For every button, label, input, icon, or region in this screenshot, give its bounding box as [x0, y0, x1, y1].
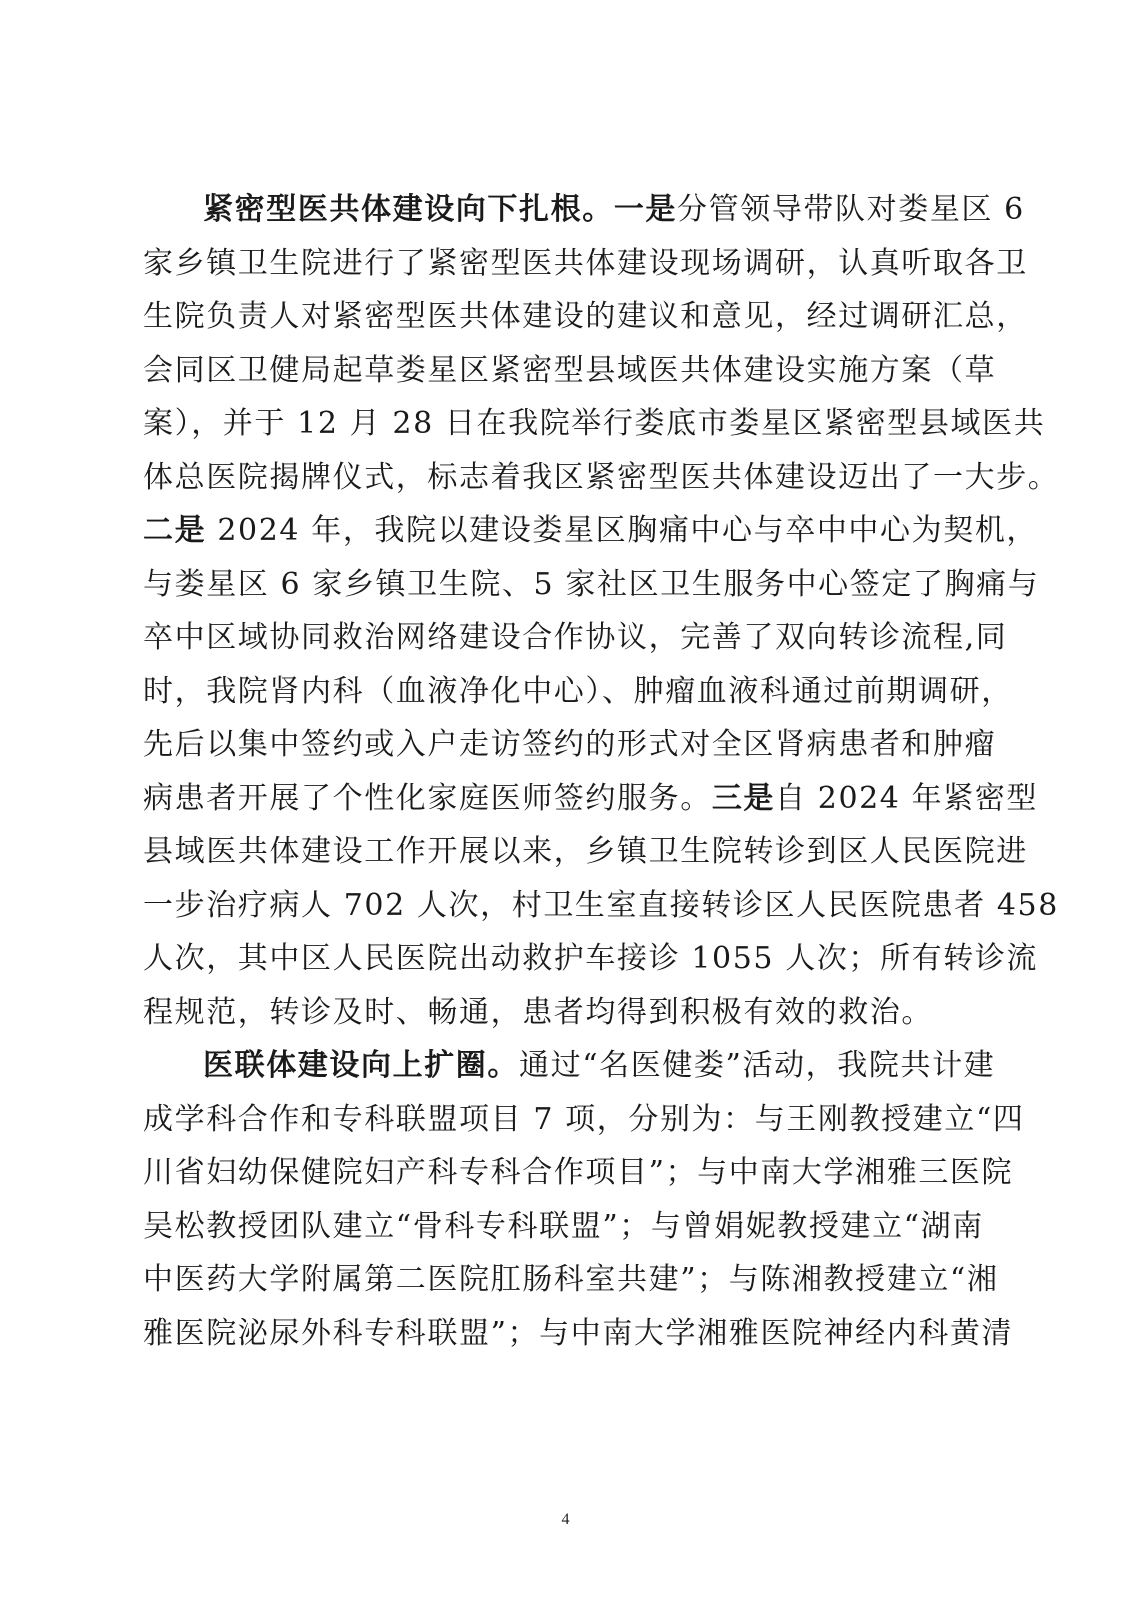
- paragraph-line: [143, 506, 1039, 556]
- body-text-run: 一步治疗病人 702 人次，村卫生室直接转诊区人民医院患者 458: [143, 887, 1059, 923]
- body-text-run: 通过“名医健娄”活动，我院共计建: [519, 1048, 996, 1083]
- body-text-run: 时，我院肾内科（血液净化中心）、肿瘤血液科通过前期调研，: [143, 673, 1013, 709]
- body-text-run: 成学科合作和专科联盟项目 7 项，分别为：与王刚教授建立“四: [143, 1101, 1025, 1137]
- body-text-run: 川省妇幼保健院妇产科专科合作项目”；与中南大学湘雅三医院: [143, 1155, 1014, 1190]
- body-text-run: 县域医共体建设工作开展以来，乡镇卫生院转诊到区人民医院进: [143, 834, 1028, 869]
- body-text-run: 先后以集中签约或入户走访签约的形式对全区肾病患者和肿瘤: [143, 727, 997, 762]
- body-text-run: 案），并于 12 月 28 日在我院举行娄底市娄星区紧密型县域医共: [143, 406, 1046, 441]
- paragraph-first-line: [203, 185, 1025, 235]
- body-text-run: 中医药大学附属第二医院肛肠科室共建”；与陈湘教授建立“湘: [143, 1262, 999, 1297]
- paragraph-line: [143, 613, 1008, 663]
- bold-heading-text: 一是: [613, 192, 678, 227]
- body-text-run: 病患者开展了个性化家庭医师签约服务。: [143, 780, 712, 816]
- body-text-run: 吴松教授团队建立“骨科专科联盟”；与曾娟妮教授建立“湖南: [143, 1208, 984, 1244]
- paragraph-line: [143, 346, 997, 396]
- paragraph-line: [143, 1148, 1014, 1198]
- body-text-run: 与娄星区 6 家乡镇卫生院、5 家社区卫生服务中心签定了胸痛与: [143, 566, 1040, 602]
- paragraph-line: [143, 988, 993, 1038]
- paragraph-line: [143, 827, 1028, 877]
- paragraph-line: [143, 239, 1028, 289]
- paragraph-line: [143, 560, 1040, 610]
- body-text-run: 自 2024 年紧密型: [775, 780, 1039, 816]
- paragraph-line: [143, 1095, 1025, 1145]
- page-number: 4: [561, 1511, 570, 1528]
- bold-heading-text: 紧密型医共体建设向下扎根。: [203, 192, 614, 227]
- paragraph-line: [143, 1309, 1014, 1359]
- body-text-run: 分管领导带队对娄星区 6: [677, 192, 1025, 227]
- paragraph-line: [143, 453, 1060, 503]
- paragraph-line: [143, 934, 1039, 984]
- paragraph-line: [143, 1255, 999, 1305]
- paragraph-line: [143, 774, 1039, 824]
- paragraph-line: [143, 720, 997, 770]
- paragraph-line: [143, 1202, 993, 1252]
- body-text-run: 生院负责人对紧密型医共体建设的建议和意见，经过调研汇总，: [143, 299, 1028, 334]
- body-text-run: 人次，其中区人民医院出动救护车接诊 1055 人次；所有转诊流: [143, 941, 1039, 976]
- body-text-run: 2024 年，我院以建设娄星区胸痛中心与卒中中心为契机，: [206, 513, 1039, 548]
- bold-heading-text: 二是: [143, 513, 207, 548]
- paragraph-first-line: [203, 1041, 996, 1091]
- body-text-run: 程规范，转诊及时、畅通，患者均得到积极有效的救治。: [143, 994, 933, 1030]
- bold-heading-text: 医联体建设向上扩圈。: [203, 1048, 519, 1083]
- paragraph-line: [143, 292, 1028, 342]
- paragraph-line: [143, 399, 1046, 449]
- bold-heading-text: 三是: [711, 780, 776, 816]
- body-text-run: 雅医院泌尿外科专科联盟”；与中南大学湘雅医院神经内科黄清: [143, 1315, 1014, 1351]
- body-text-run: 家乡镇卫生院进行了紧密型医共体建设现场调研，认真听取各卫: [143, 245, 1028, 281]
- body-text-run: 卒中区域协同救治网络建设合作协议，完善了双向转诊流程,同: [143, 620, 1008, 655]
- paragraph-line: [143, 667, 1013, 717]
- body-text-run: 会同区卫健局起草娄星区紧密型县域医共体建设实施方案（草: [143, 352, 997, 388]
- body-text-run: 体总医院揭牌仪式，标志着我区紧密型医共体建设迈出了一大步。: [143, 459, 1060, 495]
- paragraph-line: [143, 881, 1059, 931]
